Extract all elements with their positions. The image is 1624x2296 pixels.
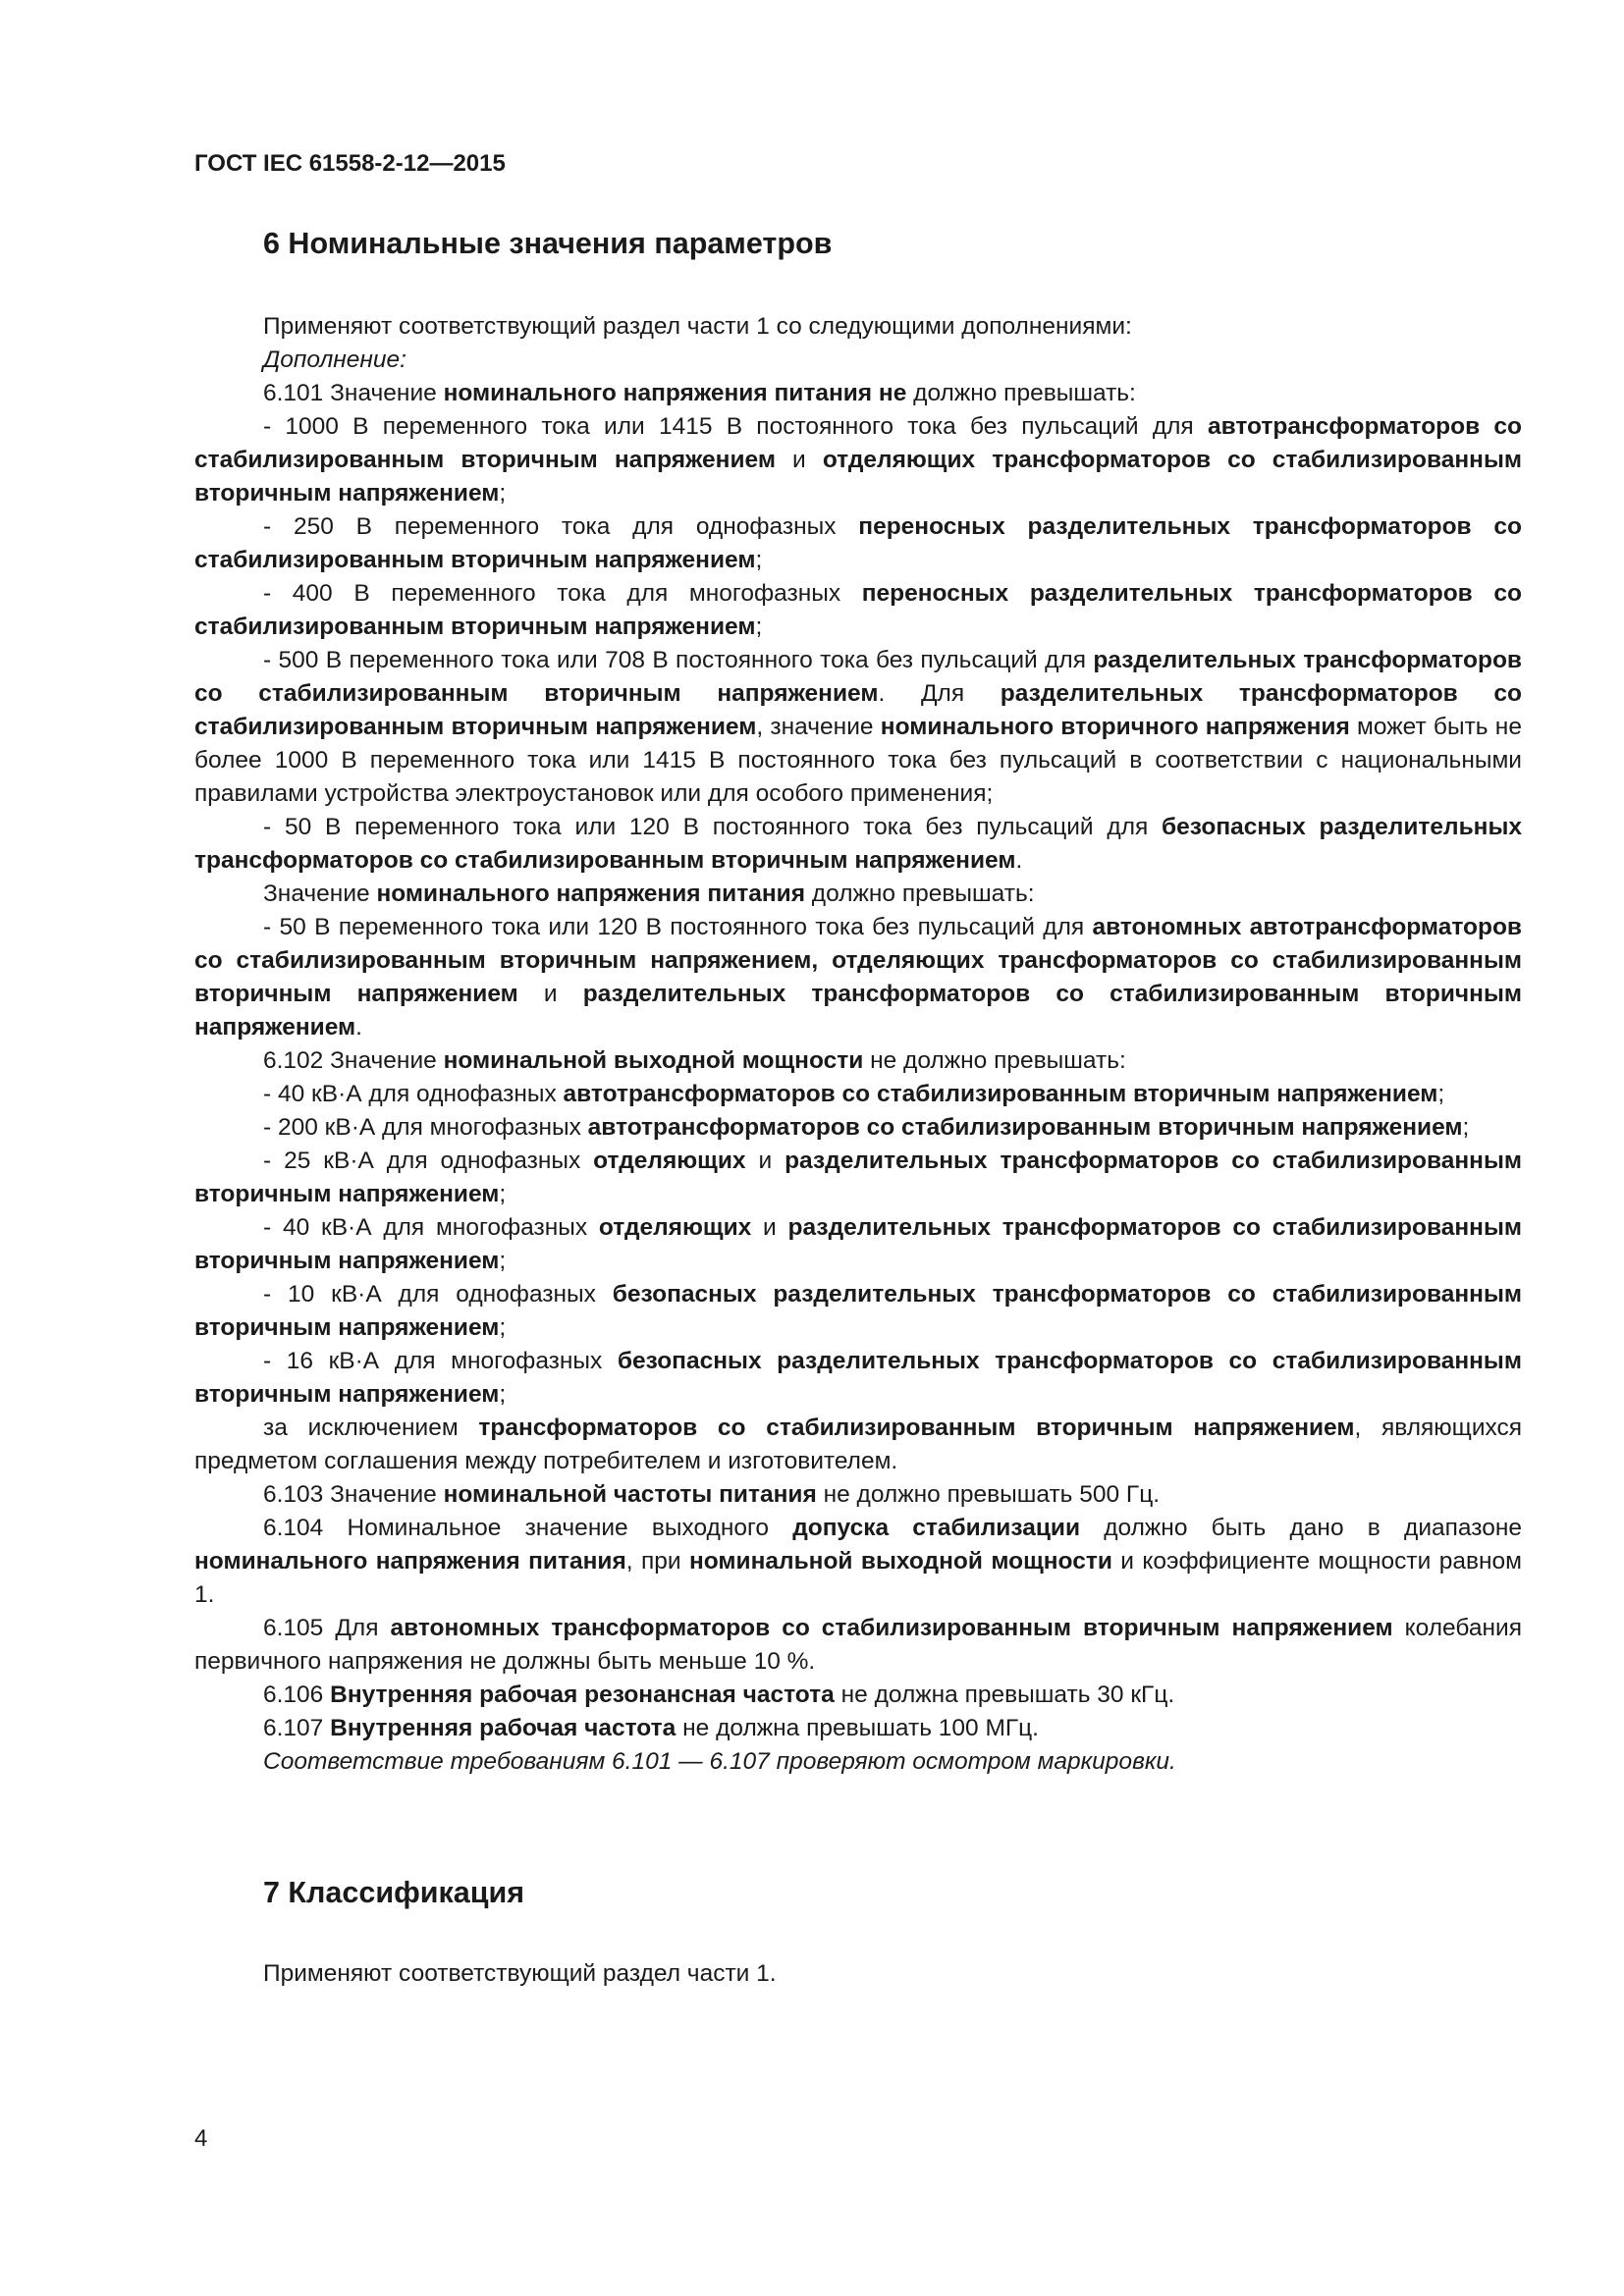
bold-term: Внутренняя рабочая частота (330, 1715, 677, 1741)
text-run: 6.103 Значение (263, 1481, 444, 1508)
text-run: 6.104 Номинальное значение выходного (263, 1515, 793, 1541)
bold-term: номинального вторичного напряжения (880, 714, 1350, 740)
text-run: ; (1437, 1081, 1445, 1107)
document-code: ГОСТ IEC 61558-2-12—2015 (194, 150, 506, 177)
text-run: и (745, 1148, 785, 1174)
text-run: - 1000 В переменного тока или 1415 В постоянного тока без пульсаций для (263, 413, 1208, 440)
bold-term: разделительных трансформаторов со стабилизированным вторичным напряжением (194, 647, 1522, 707)
paragraph (194, 1078, 1522, 1111)
bold-term: трансформаторов со стабилизированным вторичным напряжением (478, 1415, 1355, 1441)
text-run: и (517, 981, 583, 1007)
text-run: - 16 кВ·А для многофазных (263, 1348, 618, 1374)
text-run: за исключением (263, 1415, 479, 1441)
paragraph (194, 1044, 1522, 1078)
bold-term: разделительных трансформаторов со стабилизированным вторичным напряжением (194, 1214, 1522, 1274)
bold-term: автономных автотрансформаторов со стабилизированным вторичным напряжением, отделяющих трансформаторов со стабилизированным вторичным напряжением (194, 914, 1522, 1007)
paragraph (194, 344, 1522, 377)
bold-term: номинальной выходной мощности (443, 1047, 864, 1074)
text-run: Применяют соответствующий раздел части 1 со следующими дополнениями: (263, 313, 1132, 340)
section-7-title: 7 Классификация (263, 1876, 525, 1909)
bold-term: Внутренняя рабочая резонансная частота (330, 1682, 835, 1708)
paragraph (194, 1512, 1522, 1612)
paragraph (194, 1712, 1522, 1745)
bold-term: разделительных трансформаторов со стабилизированным вторичным напряжением (194, 1148, 1522, 1207)
italic-text: Соответствие требованиям 6.101 — 6.107 проверяют осмотром маркировки. (263, 1748, 1176, 1775)
text-run: должно быть дано в диапазоне (1080, 1515, 1522, 1541)
text-run: должно превышать: (805, 881, 1035, 907)
section-7 (194, 1873, 1522, 1991)
text-run: ; (755, 547, 763, 573)
paragraph (194, 410, 1522, 510)
text-run: не должно превышать: (863, 1047, 1126, 1074)
text-run: , являющихся предметом соглашения между потребителем и изготовителем. (194, 1415, 1522, 1474)
bold-term: номинальной выходной мощности (688, 1548, 1112, 1575)
text-run: - 40 кВ·А для однофазных (263, 1081, 564, 1107)
bold-term: номинального напряжения питания (194, 1548, 626, 1575)
text-run: должно превышать: (906, 380, 1136, 406)
bold-term: отделяющих (598, 1214, 752, 1241)
text-run: и коэффициенте мощности равном 1. (194, 1548, 1523, 1608)
text-run: не должно превышать 500 Гц. (816, 1481, 1161, 1508)
bold-term: номинального напряжения питания не (443, 380, 907, 406)
text-run: 6.105 Для (263, 1615, 391, 1641)
bold-term: разделительных трансформаторов со стабилизированным вторичным напряжением (194, 680, 1522, 740)
text-run: - 500 В переменного тока или 708 В постоянного тока без пульсаций для (263, 647, 1094, 673)
paragraph (194, 1211, 1522, 1278)
paragraph (194, 878, 1522, 911)
bold-term: автотрансформаторов со стабилизированным вторичным напряжением (587, 1114, 1463, 1141)
bold-term: номинальной частоты питания (443, 1481, 817, 1508)
text-run: ; (499, 1181, 507, 1207)
section-7-body (194, 1957, 1522, 1991)
text-run: - 25 кВ·А для однофазных (263, 1148, 594, 1174)
bold-term: безопасных разделительных трансформаторов со стабилизированным вторичным напряжением (194, 1348, 1522, 1408)
paragraph (194, 1412, 1522, 1478)
text-run: - 400 В переменного тока для многофазных (263, 580, 862, 607)
text-run: - 50 В переменного тока или 120 В постоянного тока без пульсаций для (263, 914, 1093, 940)
text-run: и (751, 1214, 788, 1241)
text-run: ; (499, 1248, 507, 1274)
page-number: 4 (194, 2125, 208, 2152)
text-run: Применяют соответствующий раздел части 1. (263, 1960, 777, 1987)
section-6-body (194, 310, 1522, 1779)
paragraph (194, 510, 1522, 577)
text-run: - 250 В переменного тока для однофазных (263, 513, 859, 540)
text-run: - 40 кВ·А для многофазных (263, 1214, 599, 1241)
paragraph (194, 1612, 1522, 1679)
text-run: Значение (263, 881, 377, 907)
text-run: , при (625, 1548, 689, 1575)
bold-term: безопасных разделительных трансформаторов со стабилизированным вторичным напряжением (194, 1281, 1522, 1341)
text-run: не должна превышать 30 кГц. (834, 1682, 1175, 1708)
text-run: . (355, 1014, 362, 1041)
paragraph (194, 310, 1522, 344)
text-run: - 200 кВ·А для многофазных (263, 1114, 588, 1141)
text-run: ; (499, 1381, 507, 1408)
text-run: - 50 В переменного тока или 120 В постоянного тока без пульсаций для (263, 814, 1163, 840)
paragraph (194, 377, 1522, 410)
text-run: 6.102 Значение (263, 1047, 444, 1074)
paragraph (194, 1745, 1522, 1779)
text-run: 6.107 (263, 1715, 331, 1741)
paragraph (194, 1111, 1522, 1145)
paragraph (194, 1278, 1522, 1345)
paragraph (194, 911, 1522, 1044)
paragraph (194, 1478, 1522, 1512)
bold-term: допуска стабилизации (792, 1515, 1081, 1541)
text-run: не должна превышать 100 МГц. (676, 1715, 1039, 1741)
text-run: ; (1462, 1114, 1470, 1141)
bold-term: автономных трансформаторов со стабилизированным вторичным напряжением (390, 1615, 1393, 1641)
text-run: ; (499, 1314, 507, 1341)
text-run: может быть не более 1000 В переменного тока или 1415 В постоянного тока без пульсаций в соответствии с национальными правилами устройства электроустановок или для особого применения; (194, 714, 1522, 807)
text-run: ; (755, 614, 763, 640)
bold-term: переносных разделительных трансформаторов со стабилизированным вторичным напряжением (194, 580, 1522, 640)
paragraph (194, 1145, 1522, 1211)
paragraph (194, 577, 1522, 644)
bold-term: отделяющих трансформаторов со стабилизированным вторичным напряжением (194, 447, 1522, 507)
paragraph (194, 644, 1522, 811)
text-run: ; (499, 480, 507, 507)
text-run: 6.106 (263, 1682, 331, 1708)
text-run: , значение (756, 714, 881, 740)
text-run: . Для (878, 680, 1001, 707)
italic-text: Дополнение: (263, 347, 406, 373)
section-6 (194, 224, 1522, 1779)
bold-term: номинального напряжения питания (376, 881, 805, 907)
text-run: . (1015, 847, 1023, 874)
paragraph (194, 1679, 1522, 1712)
paragraph (194, 1957, 1522, 1991)
text-run: - 10 кВ·А для однофазных (263, 1281, 613, 1308)
paragraph (194, 811, 1522, 878)
section-6-title: 6 Номинальные значения параметров (263, 227, 833, 260)
text-run: колебания первичного напряжения не должны быть меньше 10 %. (194, 1615, 1522, 1675)
bold-term: автотрансформаторов со стабилизированным вторичным напряжением (563, 1081, 1438, 1107)
bold-term: отделяющих (593, 1148, 746, 1174)
bold-term: разделительных трансформаторов со стабилизированным вторичным напряжением (194, 981, 1522, 1041)
text-run: 6.101 Значение (263, 380, 444, 406)
text-run: и (775, 447, 823, 473)
bold-term: переносных разделительных трансформаторов со стабилизированным вторичным напряжением (194, 513, 1522, 573)
bold-term: безопасных разделительных трансформаторов со стабилизированным вторичным напряжением (194, 814, 1522, 874)
paragraph (194, 1345, 1522, 1412)
bold-term: автотрансформаторов со стабилизированным вторичным напряжением (194, 413, 1523, 473)
